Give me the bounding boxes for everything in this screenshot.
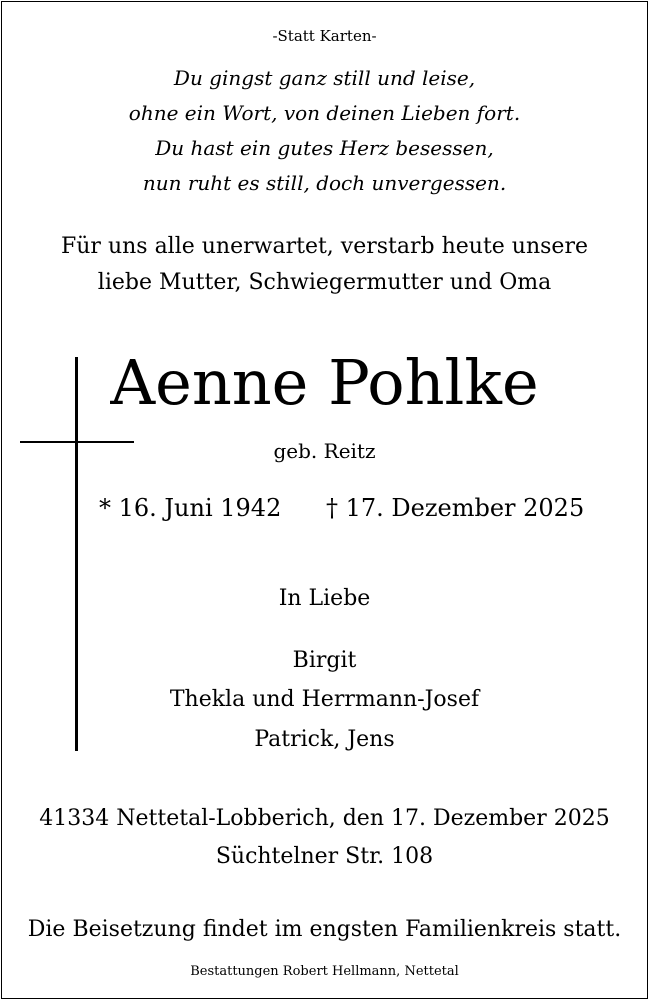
- deceased-name: Aenne Pohlke: [110, 346, 539, 419]
- place-date: 41334 Nettetal-Lobberich, den 17. Dezember 2025: [39, 806, 610, 831]
- intro-line-1: Für uns alle unerwartet, verstarb heute unsere: [61, 234, 588, 259]
- poem-line-2: ohne ein Wort, von deinen Lieben fort.: [128, 101, 521, 125]
- death-date: † 17. Dezember 2025: [326, 494, 585, 522]
- poem-line-1: Du gingst ganz still und leise,: [173, 66, 476, 90]
- birth-date: * 16. Juni 1942: [99, 494, 282, 522]
- mourner-line-1: Birgit: [292, 648, 357, 673]
- statt-karten-header: -Statt Karten-: [272, 27, 377, 45]
- intro-line-2: liebe Mutter, Schwiegermutter und Oma: [97, 270, 552, 295]
- undertaker: Bestattungen Robert Hellmann, Nettetal: [190, 964, 459, 979]
- mourner-line-3: Patrick, Jens: [254, 727, 395, 752]
- burial-note: Die Beisetzung findet im engsten Familienkreis statt.: [27, 917, 622, 942]
- closing-in-liebe: In Liebe: [278, 586, 371, 611]
- mourner-line-2: Thekla und Herrmann-Josef: [169, 687, 480, 712]
- birth-name: geb. Reitz: [273, 439, 376, 463]
- address: Süchtelner Str. 108: [215, 844, 434, 869]
- poem-line-4: nun ruht es still, doch unvergessen.: [142, 171, 507, 195]
- poem-line-3: Du hast ein gutes Herz besessen,: [155, 136, 494, 160]
